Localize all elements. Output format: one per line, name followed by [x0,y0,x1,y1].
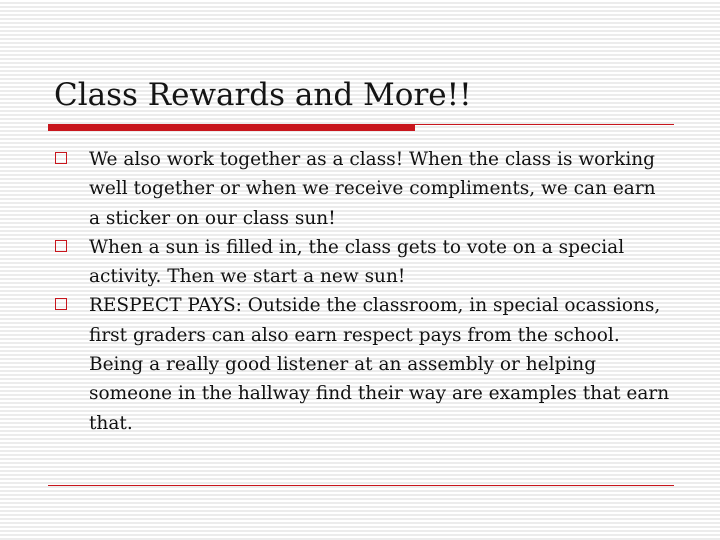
bullet-text: RESPECT PAYS: Outside the classroom, in special ocassions, first graders can also earn respect pays from the school. Being a really good listener at an assembly or helping someone in the hallway find their way are examples that earn that. [89,295,670,434]
title-underline-rule [415,124,674,125]
bullet-item [52,145,672,233]
hollow-square-bullet-icon [55,298,67,310]
bullet-text: When a sun is filled in, the class gets to vote on a special activity. Then we start a new sun! [89,236,625,288]
bullet-text: We also work together as a class! When the class is working well together or when we receive compliments, we can earn a sticker on our class sun! [89,149,656,229]
title-underline-accent [48,124,415,131]
hollow-square-bullet-icon [55,240,67,252]
slide-title: Class Rewards and More!! [54,77,472,113]
bullet-item [52,291,672,437]
hollow-square-bullet-icon [55,152,67,164]
footer-rule [48,485,674,486]
bullet-list [52,145,672,438]
bullet-item [52,233,672,292]
